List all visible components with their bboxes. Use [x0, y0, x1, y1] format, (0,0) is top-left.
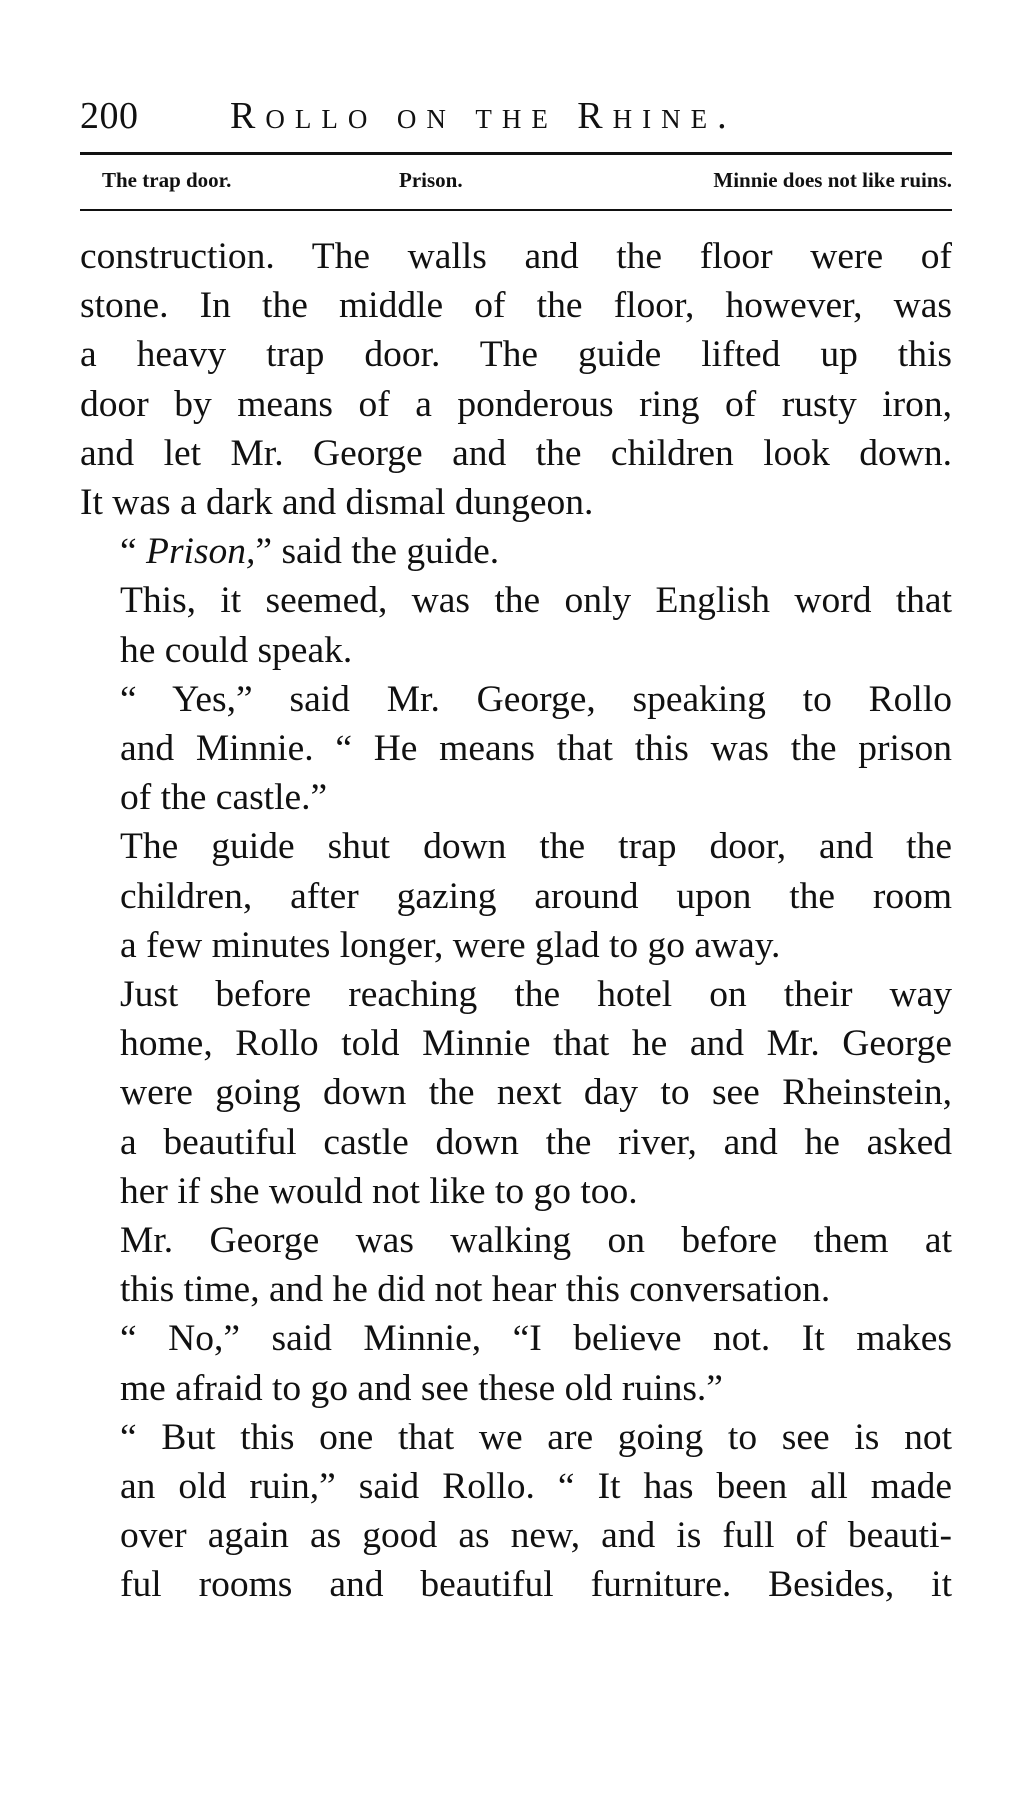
text-line: a heavy trap door. The guide lifted up this [80, 334, 952, 376]
running-head [80, 82, 952, 192]
paragraph [80, 1314, 952, 1412]
text-line: home, Rollo told Minnie that he and Mr. George [120, 1023, 952, 1065]
text-line: and let Mr. George and the children look down. [80, 432, 952, 474]
text-line: of the castle.” [120, 777, 328, 819]
subhead-trap-door: The trap door. [102, 168, 232, 192]
text-line: over again as good as new, and is full of beauti- [120, 1515, 952, 1557]
subhead-minnie-ruins: Minnie does not like ruins. [713, 168, 952, 192]
paragraph [80, 970, 952, 1216]
text-line: an old ruin,” said Rollo. “ It has been all made [120, 1466, 952, 1508]
text-line: were going down the next day to see Rheinstein, [120, 1072, 952, 1114]
text-line: The guide shut down the trap door, and the [120, 826, 952, 868]
paragraph [80, 232, 952, 527]
text-line: a beautiful castle down the river, and he asked [120, 1121, 952, 1163]
text-line: children, after gazing around upon the room [120, 875, 952, 917]
paragraph [80, 675, 952, 823]
paragraph [80, 1413, 952, 1610]
body-text [80, 232, 952, 1610]
open-quote: “ [120, 531, 147, 573]
paragraph [80, 576, 952, 674]
text-line: Just before reaching the hotel on their way [120, 974, 952, 1016]
text-line: This, it seemed, was the only English word that [120, 580, 952, 622]
paragraph [80, 822, 952, 970]
text-line: door by means of a ponderous ring of rusty iron, [80, 383, 952, 425]
subheads [102, 168, 952, 198]
subhead-prison: Prison. [399, 168, 463, 192]
book-title: Rollo on the Rhine. [230, 95, 737, 137]
italic-word-prison: Prison, [146, 531, 256, 573]
paragraph [80, 1216, 952, 1314]
text-line: ful rooms and beautiful furniture. Besides, it [120, 1564, 952, 1606]
text-line: “ Yes,” said Mr. George, speaking to Rollo [120, 678, 952, 720]
text-line: “ No,” said Minnie, “I believe not. It makes [120, 1318, 952, 1360]
text-line: construction. The walls and the floor were of [80, 236, 952, 277]
text-line: It was a dark and dismal dungeon. [80, 482, 594, 524]
book-page [80, 82, 952, 1606]
page-number: 200 [80, 95, 139, 137]
text-line: me afraid to go and see these old ruins.” [120, 1367, 723, 1409]
text-line: and Minnie. “ He means that this was the prison [120, 728, 952, 770]
paragraph [80, 527, 952, 576]
quote-rest: ” said the guide. [255, 531, 500, 573]
text-line: “ But this one that we are going to see is not [120, 1416, 952, 1458]
text-line: this time, and he did not hear this conversation. [120, 1269, 831, 1311]
text-line: Mr. George was walking on before them at [120, 1220, 952, 1262]
text-line: he could speak. [120, 629, 353, 671]
text-line [80, 527, 952, 576]
text-line: stone. In the middle of the floor, however, was [80, 285, 952, 327]
header-rule-bottom [80, 209, 952, 211]
text-line: a few minutes longer, were glad to go away. [120, 924, 781, 966]
text-line: her if she would not like to go too. [120, 1170, 638, 1212]
header-rule-top [80, 152, 952, 155]
